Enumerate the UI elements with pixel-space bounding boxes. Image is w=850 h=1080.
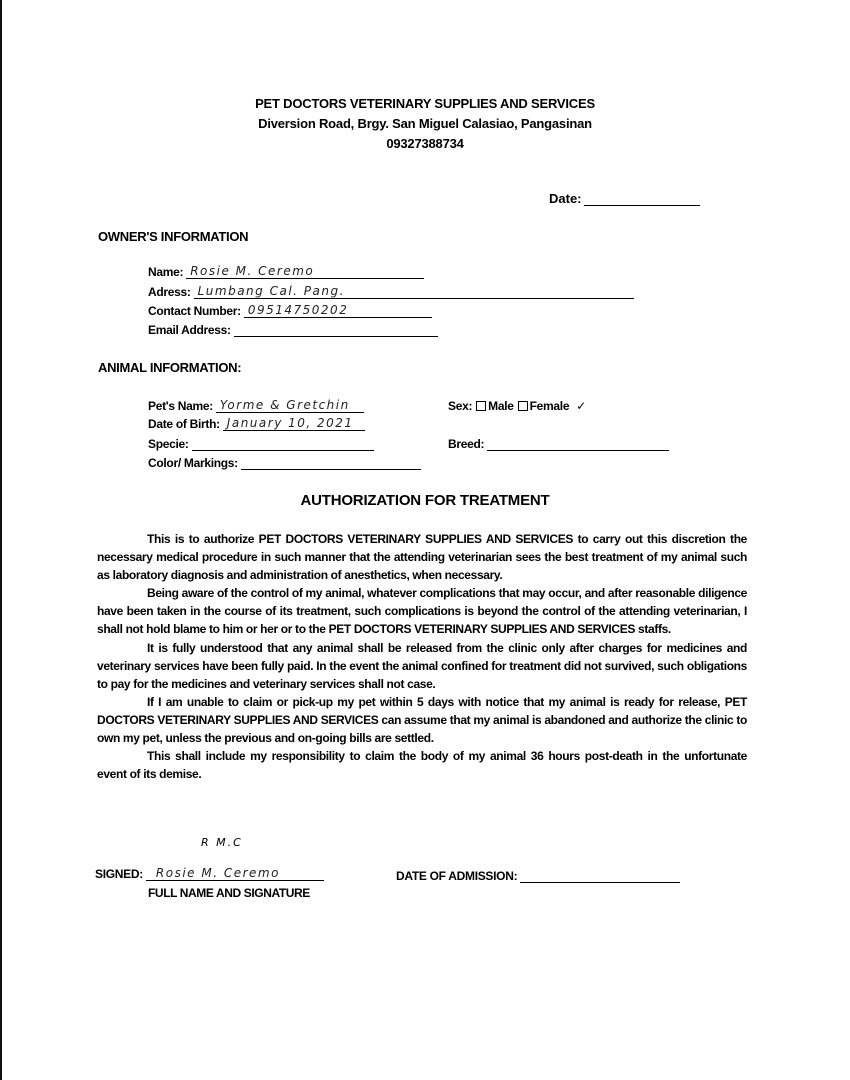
paragraph-5: This shall include my responsibility to claim the body of my animal 36 hours post-death in the unfortunate event of its demise.	[97, 749, 747, 782]
paragraph-4: If I am unable to claim or pick-up my pet within 5 days with notice that my animal is ready for release, PET DOCTORS VETERINARY SUPPLIES AND SERVICES can assume that my animal is abandoned and authorize the clinic to own my pet, unless the previous and on-going bills are settled.	[97, 694, 747, 746]
signature-value: Rosie M. Ceremo	[155, 866, 280, 880]
dob-label: Date of Birth:	[148, 417, 220, 431]
owner-name-label: Name:	[148, 265, 184, 279]
sex-field	[448, 399, 586, 413]
breed-field	[448, 436, 669, 451]
paragraph-1: This is to authorize PET DOCTORS VETERINARY SUPPLIES AND SERVICES to carry out this discretion the necessary medical procedure in such manner that the attending veterinarian sees the best treatment of my animal such as laboratory diagnosis and administration of anesthetics, when necessary.	[97, 532, 747, 583]
date-field	[549, 191, 700, 206]
breed-line[interactable]	[487, 436, 669, 451]
signature-caption: FULL NAME AND SIGNATURE	[148, 886, 310, 900]
breed-label: Breed:	[448, 437, 485, 451]
owner-name-field	[148, 264, 424, 279]
owner-address-label: Adress:	[148, 285, 191, 299]
color-field	[148, 455, 421, 470]
pet-name-line[interactable]	[216, 398, 364, 413]
paragraph-2: Being aware of the control of my animal, whatever complications that may occur, and after reasonable diligence have been taken in the course of its treatment, such complications is beyond the control of the attending veterinarian, I shall not hold blame to him or her or to the PET DOCTORS VETERINARY SUPPLIES AND SERVICES staffs.	[97, 586, 747, 637]
specie-label: Specie:	[148, 437, 189, 451]
owner-name-line[interactable]	[186, 264, 424, 279]
sex-female-label: Female	[529, 399, 570, 413]
signature-line[interactable]	[146, 866, 324, 881]
owner-address-value: Lumbang Cal. Pang.	[197, 284, 345, 298]
owner-email-field	[148, 322, 438, 337]
owner-address-field	[148, 284, 634, 299]
dob-value: January 10, 2021	[226, 416, 354, 430]
color-line[interactable]	[241, 455, 421, 470]
handwritten-initials: R M.C	[201, 836, 243, 849]
signed-label: SIGNED:	[95, 867, 143, 881]
date-label: Date:	[549, 191, 582, 206]
scan-edge	[0, 0, 2, 1080]
owner-contact-field	[148, 303, 432, 318]
authorization-title: AUTHORIZATION FOR TREATMENT	[300, 492, 550, 509]
dob-line[interactable]	[223, 416, 365, 431]
admission-date-field	[396, 868, 680, 883]
color-label: Color/ Markings:	[148, 456, 238, 470]
sex-male-checkbox[interactable]	[476, 401, 486, 411]
specie-field	[148, 436, 374, 451]
owner-section-title: OWNER'S INFORMATION	[98, 229, 249, 244]
owner-name-value: Rosie M. Ceremo	[190, 264, 315, 278]
pet-name-value: Yorme & Gretchin	[219, 398, 350, 412]
owner-contact-line[interactable]	[244, 303, 432, 318]
sex-male-label: Male	[488, 399, 514, 413]
date-line[interactable]	[584, 193, 700, 206]
specie-line[interactable]	[192, 436, 374, 451]
owner-contact-value: 09514750202	[247, 303, 349, 317]
paragraph-3: It is fully understood that any animal shall be released from the clinic only after charges for medicines and veterinary services have been fully paid. In the event the animal confined for treatment did not survived, such obligations to pay for the medicines and veterinary services shall not case.	[97, 640, 747, 691]
owner-email-label: Email Address:	[148, 323, 231, 337]
admission-date-line[interactable]	[520, 868, 680, 883]
letterhead	[0, 94, 850, 154]
sex-female-checkbox[interactable]	[518, 401, 528, 411]
sex-label: Sex:	[448, 399, 473, 413]
pet-name-label: Pet's Name:	[148, 399, 213, 413]
owner-address-line[interactable]	[194, 284, 634, 299]
animal-section-title: ANIMAL INFORMATION:	[98, 360, 242, 375]
dob-field	[148, 416, 365, 431]
business-address: Diversion Road, Brgy. San Miguel Calasiao, Pangasinan	[258, 116, 592, 131]
business-phone: 09327388734	[386, 136, 464, 151]
business-name: PET DOCTORS VETERINARY SUPPLIES AND SERVICES	[255, 96, 595, 111]
pet-name-field	[148, 398, 364, 413]
owner-contact-label: Contact Number:	[148, 304, 241, 318]
owner-email-line[interactable]	[234, 322, 438, 337]
admission-date-label: DATE OF ADMISSION:	[396, 869, 518, 883]
checkmark-icon: ✓	[576, 399, 587, 413]
signed-field	[95, 866, 324, 881]
authorization-body	[97, 530, 747, 783]
